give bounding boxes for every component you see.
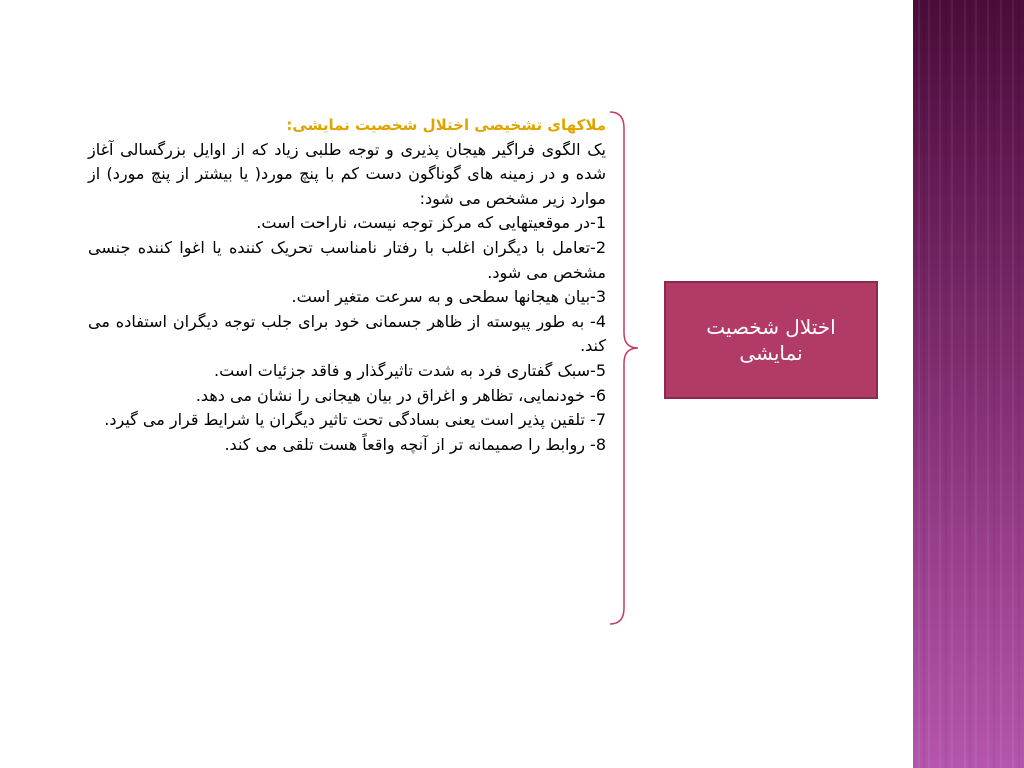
criteria-item-7: 7- تلقین پذیر است یعنی بسادگی تحت تاثیر دیگران یا شرایط قرار می گیرد. bbox=[104, 410, 606, 430]
criteria-intro: یک الگوی فراگیر هیجان پذیری و توجه طلبی زیاد که از اوایل بزرگسالی آغاز شده و در زمینه های گوناگون دست کم با پنچ مورد( یا بیشتر از پنچ مورد) از موارد زیر مشخص می شود: bbox=[88, 139, 606, 208]
criteria-item-6: 6- خودنمایی، تظاهر و اغراق در بیان هیجانی را نشان می دهد. bbox=[195, 385, 606, 405]
criteria-item-3: 3-بیان هیجانها سطحی و به سرعت متغیر است. bbox=[291, 287, 606, 307]
criteria-heading: ملاکهای تشخیصی اختلال شخصیت نمایشی: bbox=[286, 116, 606, 134]
criteria-item-4: 4- به طور پیوسته از ظاهر جسمانی خود برای جلب توجه دیگران استفاده می کند. bbox=[88, 311, 606, 356]
brace-connector bbox=[606, 108, 646, 628]
criteria-item-2: 2-تعامل با دیگران اغلب با رفتار نامناسب تحریک کننده یا اغوا کننده جنسی مشخص می شود. bbox=[88, 237, 606, 282]
criteria-text bbox=[88, 113, 606, 457]
side-band-pattern bbox=[913, 0, 1024, 768]
topic-box-label: اختلال شخصیت نمایشی bbox=[706, 315, 836, 365]
criteria-item-5: 5-سبک گفتاری فرد به شدت تاثیرگذار و فاقد جزئیات است. bbox=[214, 360, 606, 380]
criteria-item-8: 8- روابط را صمیمانه تر از آنچه واقعاً هست تلقی می کند. bbox=[224, 434, 606, 454]
decorative-side-band bbox=[913, 0, 1024, 768]
criteria-item-1: 1-در موقعیتهایی که مرکز توجه نیست، ناراحت است. bbox=[256, 213, 606, 233]
topic-box bbox=[664, 281, 878, 399]
